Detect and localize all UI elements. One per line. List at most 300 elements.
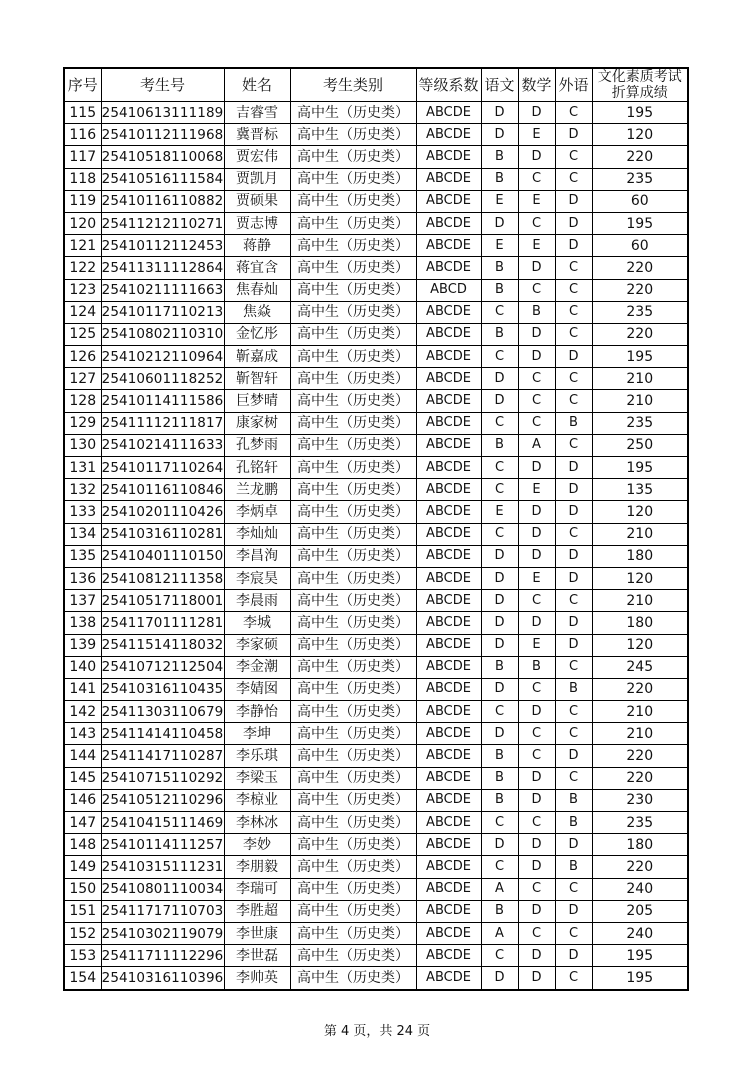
table-row — [64, 168, 688, 190]
cell-exam-id: 25410117110213 — [101, 301, 224, 323]
cell-seq: 144 — [64, 745, 101, 767]
cell-category: 高中生（历史类） — [290, 590, 416, 612]
cell-score: 210 — [592, 723, 688, 745]
cell-math: C — [518, 922, 555, 944]
cell-chinese: C — [481, 856, 518, 878]
cell-chinese: B — [481, 279, 518, 301]
score-table-container — [63, 67, 687, 991]
cell-category: 高中生（历史类） — [290, 900, 416, 922]
cell-chinese: B — [481, 789, 518, 811]
table-row — [64, 767, 688, 789]
cell-foreign: C — [555, 967, 592, 990]
cell-math: C — [518, 212, 555, 234]
cell-name: 李婧囡 — [224, 678, 290, 700]
cell-category: 高中生（历史类） — [290, 346, 416, 368]
cell-chinese: E — [481, 190, 518, 212]
cell-foreign: D — [555, 479, 592, 501]
cell-exam-id: 25410516111584 — [101, 168, 224, 190]
cell-seq: 147 — [64, 812, 101, 834]
table-row — [64, 412, 688, 434]
cell-math: D — [518, 545, 555, 567]
cell-chinese: B — [481, 434, 518, 456]
cell-category: 高中生（历史类） — [290, 412, 416, 434]
table-row — [64, 878, 688, 900]
cell-foreign: C — [555, 701, 592, 723]
cell-foreign: D — [555, 612, 592, 634]
cell-category: 高中生（历史类） — [290, 146, 416, 168]
cell-seq: 128 — [64, 390, 101, 412]
cell-seq: 141 — [64, 678, 101, 700]
cell-exam-id: 25410116110882 — [101, 190, 224, 212]
table-row — [64, 634, 688, 656]
cell-seq: 126 — [64, 346, 101, 368]
cell-score: 235 — [592, 812, 688, 834]
header-category: 考生类别 — [290, 68, 416, 102]
cell-exam-id: 25410112112453 — [101, 235, 224, 257]
cell-chinese: D — [481, 212, 518, 234]
cell-math: E — [518, 479, 555, 501]
cell-chinese: B — [481, 656, 518, 678]
cell-exam-id: 25410212110964 — [101, 346, 224, 368]
cell-level-coef: ABCDE — [416, 323, 481, 345]
cell-seq: 121 — [64, 235, 101, 257]
cell-seq: 136 — [64, 567, 101, 589]
cell-chinese: A — [481, 922, 518, 944]
cell-exam-id: 25410201110426 — [101, 501, 224, 523]
cell-name: 李世康 — [224, 922, 290, 944]
cell-exam-id: 25410114111586 — [101, 390, 224, 412]
cell-name: 李朋毅 — [224, 856, 290, 878]
table-row — [64, 856, 688, 878]
cell-chinese: D — [481, 634, 518, 656]
table-row — [64, 346, 688, 368]
cell-score: 195 — [592, 945, 688, 967]
cell-exam-id: 25411414110458 — [101, 723, 224, 745]
cell-category: 高中生（历史类） — [290, 678, 416, 700]
cell-name: 吉睿雪 — [224, 102, 290, 124]
cell-exam-id: 25411417110287 — [101, 745, 224, 767]
cell-math: C — [518, 279, 555, 301]
cell-chinese: D — [481, 390, 518, 412]
cell-foreign: B — [555, 856, 592, 878]
cell-score: 220 — [592, 146, 688, 168]
cell-foreign: C — [555, 279, 592, 301]
cell-foreign: C — [555, 368, 592, 390]
table-row — [64, 146, 688, 168]
cell-level-coef: ABCDE — [416, 235, 481, 257]
cell-category: 高中生（历史类） — [290, 634, 416, 656]
cell-math: D — [518, 789, 555, 811]
cell-score: 210 — [592, 390, 688, 412]
cell-seq: 125 — [64, 323, 101, 345]
cell-name: 康家树 — [224, 412, 290, 434]
cell-seq: 119 — [64, 190, 101, 212]
cell-chinese: C — [481, 945, 518, 967]
cell-chinese: B — [481, 168, 518, 190]
table-row — [64, 834, 688, 856]
cell-foreign: D — [555, 834, 592, 856]
cell-category: 高中生（历史类） — [290, 767, 416, 789]
cell-foreign: D — [555, 212, 592, 234]
cell-exam-id: 25410114111257 — [101, 834, 224, 856]
cell-math: D — [518, 346, 555, 368]
cell-math: D — [518, 612, 555, 634]
cell-category: 高中生（历史类） — [290, 434, 416, 456]
cell-chinese: C — [481, 479, 518, 501]
cell-foreign: C — [555, 102, 592, 124]
cell-score: 235 — [592, 301, 688, 323]
cell-level-coef: ABCDE — [416, 812, 481, 834]
cell-seq: 151 — [64, 900, 101, 922]
table-row — [64, 789, 688, 811]
cell-level-coef: ABCDE — [416, 479, 481, 501]
cell-exam-id: 25410211111663 — [101, 279, 224, 301]
cell-math: E — [518, 567, 555, 589]
cell-seq: 138 — [64, 612, 101, 634]
cell-score: 180 — [592, 834, 688, 856]
cell-score: 120 — [592, 124, 688, 146]
cell-seq: 120 — [64, 212, 101, 234]
table-row — [64, 545, 688, 567]
cell-exam-id: 25411212110271 — [101, 212, 224, 234]
cell-foreign: C — [555, 922, 592, 944]
cell-math: D — [518, 701, 555, 723]
cell-seq: 133 — [64, 501, 101, 523]
cell-level-coef: ABCDE — [416, 146, 481, 168]
cell-score: 240 — [592, 878, 688, 900]
cell-category: 高中生（历史类） — [290, 922, 416, 944]
cell-foreign: C — [555, 434, 592, 456]
cell-foreign: C — [555, 523, 592, 545]
cell-chinese: B — [481, 745, 518, 767]
cell-level-coef: ABCDE — [416, 745, 481, 767]
table-row — [64, 434, 688, 456]
cell-chinese: C — [481, 701, 518, 723]
cell-math: C — [518, 878, 555, 900]
cell-score: 120 — [592, 634, 688, 656]
cell-level-coef: ABCDE — [416, 545, 481, 567]
cell-math: E — [518, 235, 555, 257]
cell-score: 135 — [592, 479, 688, 501]
cell-name: 兰龙鹏 — [224, 479, 290, 501]
table-row — [64, 457, 688, 479]
cell-score: 220 — [592, 257, 688, 279]
cell-exam-id: 25410401110150 — [101, 545, 224, 567]
cell-chinese: B — [481, 767, 518, 789]
cell-name: 李乐琪 — [224, 745, 290, 767]
cell-score: 220 — [592, 323, 688, 345]
cell-math: D — [518, 102, 555, 124]
cell-category: 高中生（历史类） — [290, 656, 416, 678]
cell-exam-id: 25410315111231 — [101, 856, 224, 878]
cell-category: 高中生（历史类） — [290, 945, 416, 967]
cell-seq: 146 — [64, 789, 101, 811]
cell-score: 60 — [592, 190, 688, 212]
table-row — [64, 812, 688, 834]
cell-name: 贾宏伟 — [224, 146, 290, 168]
cell-score: 220 — [592, 856, 688, 878]
header-seq: 序号 — [64, 68, 101, 102]
cell-math: C — [518, 678, 555, 700]
cell-level-coef: ABCDE — [416, 678, 481, 700]
cell-seq: 131 — [64, 457, 101, 479]
cell-level-coef: ABCDE — [416, 501, 481, 523]
header-foreign: 外语 — [555, 68, 592, 102]
cell-exam-id: 25411311112864 — [101, 257, 224, 279]
cell-name: 蒋静 — [224, 235, 290, 257]
cell-name: 焦春灿 — [224, 279, 290, 301]
cell-category: 高中生（历史类） — [290, 723, 416, 745]
cell-level-coef: ABCDE — [416, 789, 481, 811]
cell-score: 195 — [592, 212, 688, 234]
cell-category: 高中生（历史类） — [290, 812, 416, 834]
cell-chinese: C — [481, 346, 518, 368]
cell-category: 高中生（历史类） — [290, 301, 416, 323]
cell-level-coef: ABCDE — [416, 212, 481, 234]
cell-seq: 123 — [64, 279, 101, 301]
table-row — [64, 590, 688, 612]
cell-foreign: C — [555, 301, 592, 323]
cell-seq: 116 — [64, 124, 101, 146]
cell-chinese: B — [481, 146, 518, 168]
cell-score: 245 — [592, 656, 688, 678]
cell-chinese: D — [481, 967, 518, 990]
cell-category: 高中生（历史类） — [290, 235, 416, 257]
table-row — [64, 501, 688, 523]
cell-math: E — [518, 124, 555, 146]
table-row — [64, 567, 688, 589]
cell-category: 高中生（历史类） — [290, 856, 416, 878]
cell-foreign: B — [555, 789, 592, 811]
cell-foreign: C — [555, 168, 592, 190]
cell-exam-id: 25410116110846 — [101, 479, 224, 501]
cell-name: 蒋宜含 — [224, 257, 290, 279]
cell-math: C — [518, 412, 555, 434]
cell-name: 李灿灿 — [224, 523, 290, 545]
cell-name: 冀晋标 — [224, 124, 290, 146]
cell-name: 李妙 — [224, 834, 290, 856]
cell-category: 高中生（历史类） — [290, 967, 416, 990]
cell-chinese: C — [481, 457, 518, 479]
cell-category: 高中生（历史类） — [290, 257, 416, 279]
cell-name: 李晨雨 — [224, 590, 290, 612]
cell-category: 高中生（历史类） — [290, 323, 416, 345]
table-row — [64, 323, 688, 345]
cell-math: D — [518, 834, 555, 856]
cell-foreign: C — [555, 390, 592, 412]
cell-score: 210 — [592, 523, 688, 545]
cell-foreign: B — [555, 678, 592, 700]
cell-exam-id: 25410214111633 — [101, 434, 224, 456]
table-row — [64, 390, 688, 412]
cell-seq: 150 — [64, 878, 101, 900]
cell-score: 230 — [592, 789, 688, 811]
cell-math: D — [518, 523, 555, 545]
table-row — [64, 745, 688, 767]
cell-math: D — [518, 501, 555, 523]
cell-foreign: D — [555, 634, 592, 656]
cell-math: D — [518, 457, 555, 479]
cell-foreign: D — [555, 346, 592, 368]
cell-category: 高中生（历史类） — [290, 567, 416, 589]
cell-exam-id: 25410712112504 — [101, 656, 224, 678]
table-row — [64, 479, 688, 501]
cell-name: 李梁玉 — [224, 767, 290, 789]
cell-foreign: C — [555, 878, 592, 900]
cell-level-coef: ABCDE — [416, 346, 481, 368]
header-math: 数学 — [518, 68, 555, 102]
cell-exam-id: 25410812111358 — [101, 567, 224, 589]
cell-chinese: D — [481, 678, 518, 700]
cell-seq: 115 — [64, 102, 101, 124]
cell-level-coef: ABCDE — [416, 856, 481, 878]
cell-foreign: D — [555, 235, 592, 257]
cell-foreign: B — [555, 412, 592, 434]
cell-name: 李静怡 — [224, 701, 290, 723]
cell-category: 高中生（历史类） — [290, 501, 416, 523]
cell-category: 高中生（历史类） — [290, 523, 416, 545]
cell-score: 195 — [592, 457, 688, 479]
cell-name: 孔铭轩 — [224, 457, 290, 479]
cell-math: B — [518, 301, 555, 323]
cell-seq: 124 — [64, 301, 101, 323]
header-name: 姓名 — [224, 68, 290, 102]
cell-level-coef: ABCDE — [416, 612, 481, 634]
cell-level-coef: ABCDE — [416, 102, 481, 124]
cell-name: 靳智轩 — [224, 368, 290, 390]
cell-foreign: D — [555, 501, 592, 523]
cell-seq: 134 — [64, 523, 101, 545]
cell-category: 高中生（历史类） — [290, 190, 416, 212]
cell-math: C — [518, 745, 555, 767]
cell-score: 120 — [592, 567, 688, 589]
cell-foreign: D — [555, 457, 592, 479]
cell-chinese: A — [481, 878, 518, 900]
cell-score: 180 — [592, 545, 688, 567]
cell-exam-id: 25410517118001 — [101, 590, 224, 612]
cell-seq: 145 — [64, 767, 101, 789]
cell-name: 贾硕果 — [224, 190, 290, 212]
cell-category: 高中生（历史类） — [290, 745, 416, 767]
cell-level-coef: ABCDE — [416, 124, 481, 146]
cell-name: 李椋业 — [224, 789, 290, 811]
cell-chinese: B — [481, 257, 518, 279]
cell-foreign: D — [555, 545, 592, 567]
cell-level-coef: ABCDE — [416, 922, 481, 944]
cell-math: E — [518, 634, 555, 656]
cell-score: 210 — [592, 368, 688, 390]
cell-category: 高中生（历史类） — [290, 124, 416, 146]
cell-math: C — [518, 590, 555, 612]
cell-chinese: D — [481, 124, 518, 146]
cell-category: 高中生（历史类） — [290, 479, 416, 501]
cell-seq: 143 — [64, 723, 101, 745]
cell-math: B — [518, 656, 555, 678]
table-row — [64, 301, 688, 323]
cell-name: 李宸昊 — [224, 567, 290, 589]
cell-foreign: D — [555, 124, 592, 146]
cell-category: 高中生（历史类） — [290, 789, 416, 811]
cell-math: D — [518, 767, 555, 789]
cell-score: 220 — [592, 279, 688, 301]
cell-math: A — [518, 434, 555, 456]
cell-level-coef: ABCDE — [416, 434, 481, 456]
cell-exam-id: 25410801110034 — [101, 878, 224, 900]
header-score: 文化素质考试折算成绩 — [592, 68, 688, 102]
cell-category: 高中生（历史类） — [290, 212, 416, 234]
score-table — [63, 67, 689, 991]
cell-seq: 135 — [64, 545, 101, 567]
cell-level-coef: ABCDE — [416, 457, 481, 479]
cell-category: 高中生（历史类） — [290, 168, 416, 190]
cell-seq: 137 — [64, 590, 101, 612]
table-row — [64, 701, 688, 723]
cell-level-coef: ABCDE — [416, 878, 481, 900]
cell-name: 孔梦雨 — [224, 434, 290, 456]
cell-score: 235 — [592, 412, 688, 434]
cell-name: 金忆彤 — [224, 323, 290, 345]
cell-exam-id: 25410613111189 — [101, 102, 224, 124]
cell-chinese: C — [481, 523, 518, 545]
cell-name: 焦焱 — [224, 301, 290, 323]
table-row — [64, 235, 688, 257]
cell-score: 205 — [592, 900, 688, 922]
cell-score: 210 — [592, 701, 688, 723]
cell-seq: 129 — [64, 412, 101, 434]
cell-seq: 118 — [64, 168, 101, 190]
cell-level-coef: ABCDE — [416, 767, 481, 789]
table-row — [64, 945, 688, 967]
cell-chinese: B — [481, 323, 518, 345]
cell-seq: 122 — [64, 257, 101, 279]
cell-math: C — [518, 168, 555, 190]
cell-name: 靳嘉成 — [224, 346, 290, 368]
cell-exam-id: 25410316110396 — [101, 967, 224, 990]
table-row — [64, 257, 688, 279]
cell-level-coef: ABCDE — [416, 656, 481, 678]
cell-exam-id: 25411711112296 — [101, 945, 224, 967]
cell-name: 李胜超 — [224, 900, 290, 922]
cell-exam-id: 25410802110310 — [101, 323, 224, 345]
cell-foreign: B — [555, 812, 592, 834]
cell-math: D — [518, 257, 555, 279]
cell-chinese: D — [481, 368, 518, 390]
cell-exam-id: 25410415111469 — [101, 812, 224, 834]
cell-level-coef: ABCDE — [416, 390, 481, 412]
cell-exam-id: 25411303110679 — [101, 701, 224, 723]
table-row — [64, 523, 688, 545]
table-row — [64, 212, 688, 234]
cell-exam-id: 25411717110703 — [101, 900, 224, 922]
cell-seq: 140 — [64, 656, 101, 678]
cell-level-coef: ABCD — [416, 279, 481, 301]
cell-foreign: C — [555, 723, 592, 745]
cell-exam-id: 25410117110264 — [101, 457, 224, 479]
cell-name: 李帅英 — [224, 967, 290, 990]
cell-category: 高中生（历史类） — [290, 102, 416, 124]
cell-foreign: C — [555, 656, 592, 678]
cell-seq: 149 — [64, 856, 101, 878]
cell-level-coef: ABCDE — [416, 412, 481, 434]
cell-exam-id: 25410518110068 — [101, 146, 224, 168]
table-row — [64, 279, 688, 301]
cell-seq: 132 — [64, 479, 101, 501]
cell-seq: 127 — [64, 368, 101, 390]
cell-name: 贾志博 — [224, 212, 290, 234]
cell-score: 235 — [592, 168, 688, 190]
cell-level-coef: ABCDE — [416, 634, 481, 656]
cell-chinese: B — [481, 900, 518, 922]
